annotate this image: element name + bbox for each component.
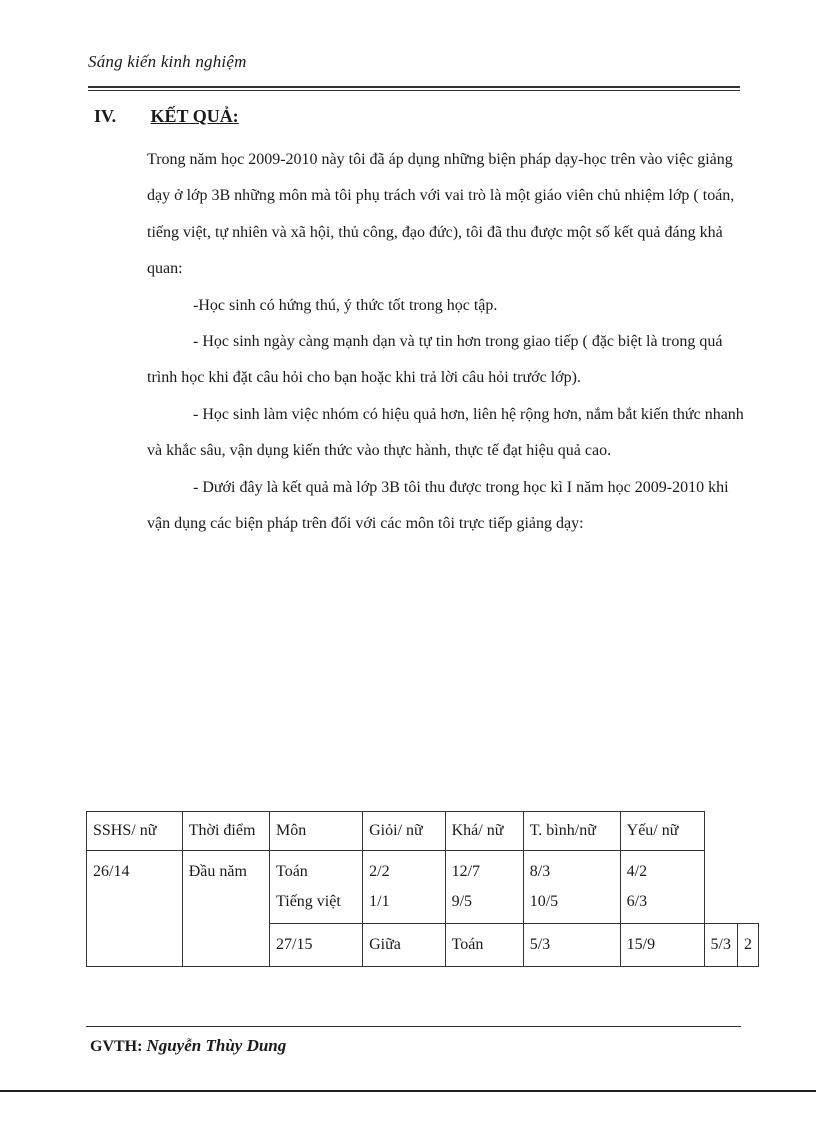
author-name: Nguyễn Thùy Dung [146, 1036, 287, 1055]
footer-label: GVTH: [90, 1038, 143, 1055]
col-header: Thời điểm [182, 812, 269, 851]
results-table [86, 811, 759, 967]
section-title: KẾT QUẢ: [150, 106, 239, 126]
table-cell: 26/14 [87, 851, 183, 967]
header-rule [88, 86, 740, 88]
table-row [87, 851, 759, 924]
subject-label: Tiếng việt [276, 893, 341, 910]
table-cell: 5/3 [523, 924, 620, 967]
section-number: IV. [94, 106, 117, 126]
body-text [147, 142, 747, 542]
col-header: Môn [270, 812, 363, 851]
cell-value: 6/3 [626, 893, 648, 910]
table-cell [363, 851, 445, 924]
table-cell: 27/15 [270, 924, 363, 967]
table-header-row [87, 812, 759, 851]
cell-value: 9/5 [451, 893, 473, 910]
paragraph-intro: Trong năm học 2009-2010 này tôi đã áp dụng những biện pháp dạy-học trên vào việc giảng dạy ở lớp 3B những môn mà tôi phụ trách với vai trò là một giáo viên chủ nhiệm lớp ( toán, tiếng việt, tự nhiên và xã hội, thủ công, đạo đức), tôi đã thu được một số kết quả đáng khả quan: [147, 151, 735, 278]
table-cell: 5/3 [704, 924, 737, 967]
paragraph-result-3: - Học sinh làm việc nhóm có hiệu quả hơn, liên hệ rộng hơn, nắm bắt kiến thức nhanh và khắc sâu, vận dụng kiến thức vào thực hành, thực tế đạt hiệu quả cao. [147, 405, 744, 460]
table-cell [445, 851, 523, 924]
table-cell: Giữa [363, 924, 445, 967]
cell-value: 1/1 [369, 893, 390, 910]
paragraph-result-4: - Dưới đây là kết quả mà lớp 3B tôi thu được trong học kì I năm học 2009-2010 khi vận dụng các biện pháp trên đối với các môn tôi trực tiếp giảng dạy: [147, 478, 729, 533]
page-footer [90, 1036, 286, 1056]
cell-value: 2/2 [369, 863, 390, 880]
cell-value: 8/3 [529, 863, 551, 880]
col-header: Khá/ nữ [445, 812, 523, 851]
page-header: Sáng kiến kinh nghiệm [88, 52, 247, 71]
table-cell [620, 851, 704, 924]
col-header: Yếu/ nữ [620, 812, 704, 851]
col-header: Giỏi/ nữ [363, 812, 445, 851]
header-rule-thin [88, 90, 740, 91]
page-break-rule [0, 1090, 816, 1092]
footer-rule [86, 1026, 741, 1027]
paragraph-result-2: - Học sinh ngày càng mạnh dạn và tự tin hơn trong giao tiếp ( đặc biệt là trong quá trình học khi đặt câu hỏi cho bạn hoặc khi trả lời câu hỏi trước lớp). [147, 333, 723, 387]
cell-value: 4/2 [626, 863, 648, 880]
cell-value: 12/7 [451, 863, 481, 880]
subject-label: Toán [276, 863, 308, 880]
table-cell: 2 [738, 924, 759, 967]
table-cell: 15/9 [620, 924, 704, 967]
paragraph-result-1: -Học sinh có hứng thú, ý thức tốt trong học tập. [193, 296, 498, 314]
table-cell [523, 851, 620, 924]
table-cell [270, 851, 363, 924]
section-heading [94, 106, 239, 127]
col-header: SSHS/ nữ [87, 812, 183, 851]
cell-value: 10/5 [529, 893, 559, 910]
table-cell: Toán [445, 924, 523, 967]
table-cell: Đầu năm [182, 851, 269, 967]
col-header: T. bình/nữ [523, 812, 620, 851]
